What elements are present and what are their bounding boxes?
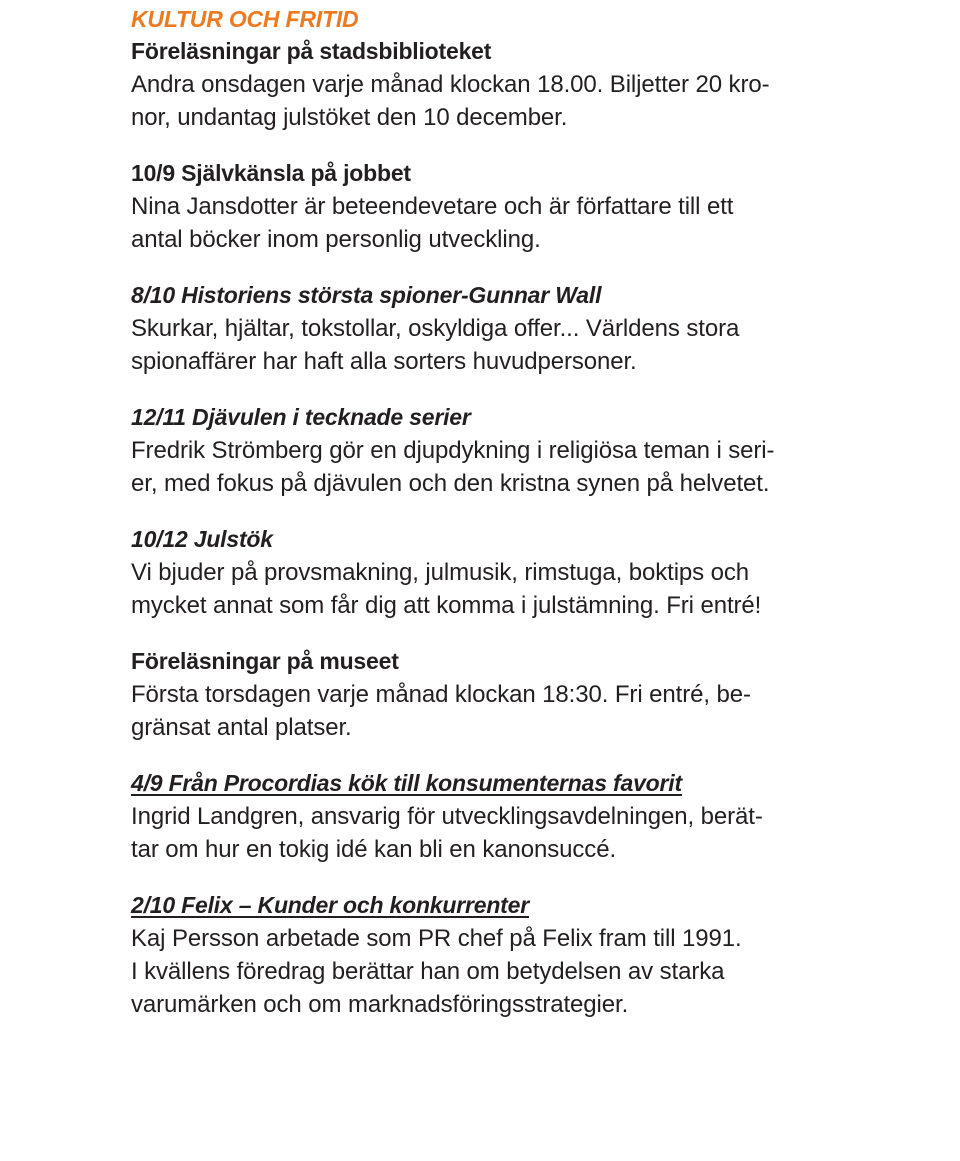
museum-intro-line-2: gränsat antal platser.: [131, 714, 352, 741]
event-title-felix: 2/10 Felix – Kunder och konkurrenter: [131, 892, 529, 918]
event-line: I kvällens föredrag berättar han om betydelsen av starka: [131, 958, 725, 985]
section-heading: KULTUR OCH FRITID: [131, 6, 359, 32]
event-line: Kaj Persson arbetade som PR chef på Felix fram till 1991.: [131, 925, 742, 952]
event-line: Ingrid Landgren, ansvarig för utvecklingsavdelningen, berät-: [131, 803, 763, 830]
library-intro-line-1: Andra onsdagen varje månad klockan 18.00. Biljetter 20 kro-: [131, 71, 770, 98]
spacer: [131, 256, 960, 278]
event-title-julstok: 10/12 Julstök: [131, 526, 273, 552]
museum-title: Föreläsningar på museet: [131, 648, 399, 674]
event-line: er, med fokus på djävulen och den kristna synen på helvetet.: [131, 470, 770, 497]
event-line: varumärken och om marknadsföringsstrategier.: [131, 991, 629, 1018]
spacer: [131, 134, 960, 156]
event-line: Fredrik Strömberg gör en djupdykning i religiösa teman i seri-: [131, 437, 775, 464]
event-line: spionaffärer har haft alla sorters huvudpersoner.: [131, 348, 637, 375]
spacer: [131, 500, 960, 522]
library-intro-line-2: nor, undantag julstöket den 10 december.: [131, 104, 568, 131]
spacer: [131, 744, 960, 766]
spacer: [131, 378, 960, 400]
event-line: Skurkar, hjältar, tokstollar, oskyldiga offer... Världens stora: [131, 315, 740, 342]
library-title: Föreläsningar på stadsbiblioteket: [131, 38, 492, 64]
event-title-procordia: 4/9 Från Procordias kök till konsumenternas favorit: [131, 770, 682, 796]
event-title-devil-comics: 12/11 Djävulen i tecknade serier: [131, 404, 471, 430]
event-line: Vi bjuder på provsmakning, julmusik, rimstuga, boktips och: [131, 559, 750, 586]
museum-intro-line-1: Första torsdagen varje månad klockan 18:30. Fri entré, be-: [131, 681, 751, 708]
event-line: antal böcker inom personlig utveckling.: [131, 226, 541, 253]
event-line: tar om hur en tokig idé kan bli en kanonsuccé.: [131, 836, 617, 863]
spacer: [131, 866, 960, 888]
event-line: mycket annat som får dig att komma i julstämning. Fri entré!: [131, 592, 762, 619]
event-title-spies: 8/10 Historiens största spioner-Gunnar Wall: [131, 282, 602, 308]
event-title-self-esteem: 10/9 Självkänsla på jobbet: [131, 160, 411, 186]
event-line: Nina Jansdotter är beteendevetare och är författare till ett: [131, 193, 734, 220]
spacer: [131, 622, 960, 644]
